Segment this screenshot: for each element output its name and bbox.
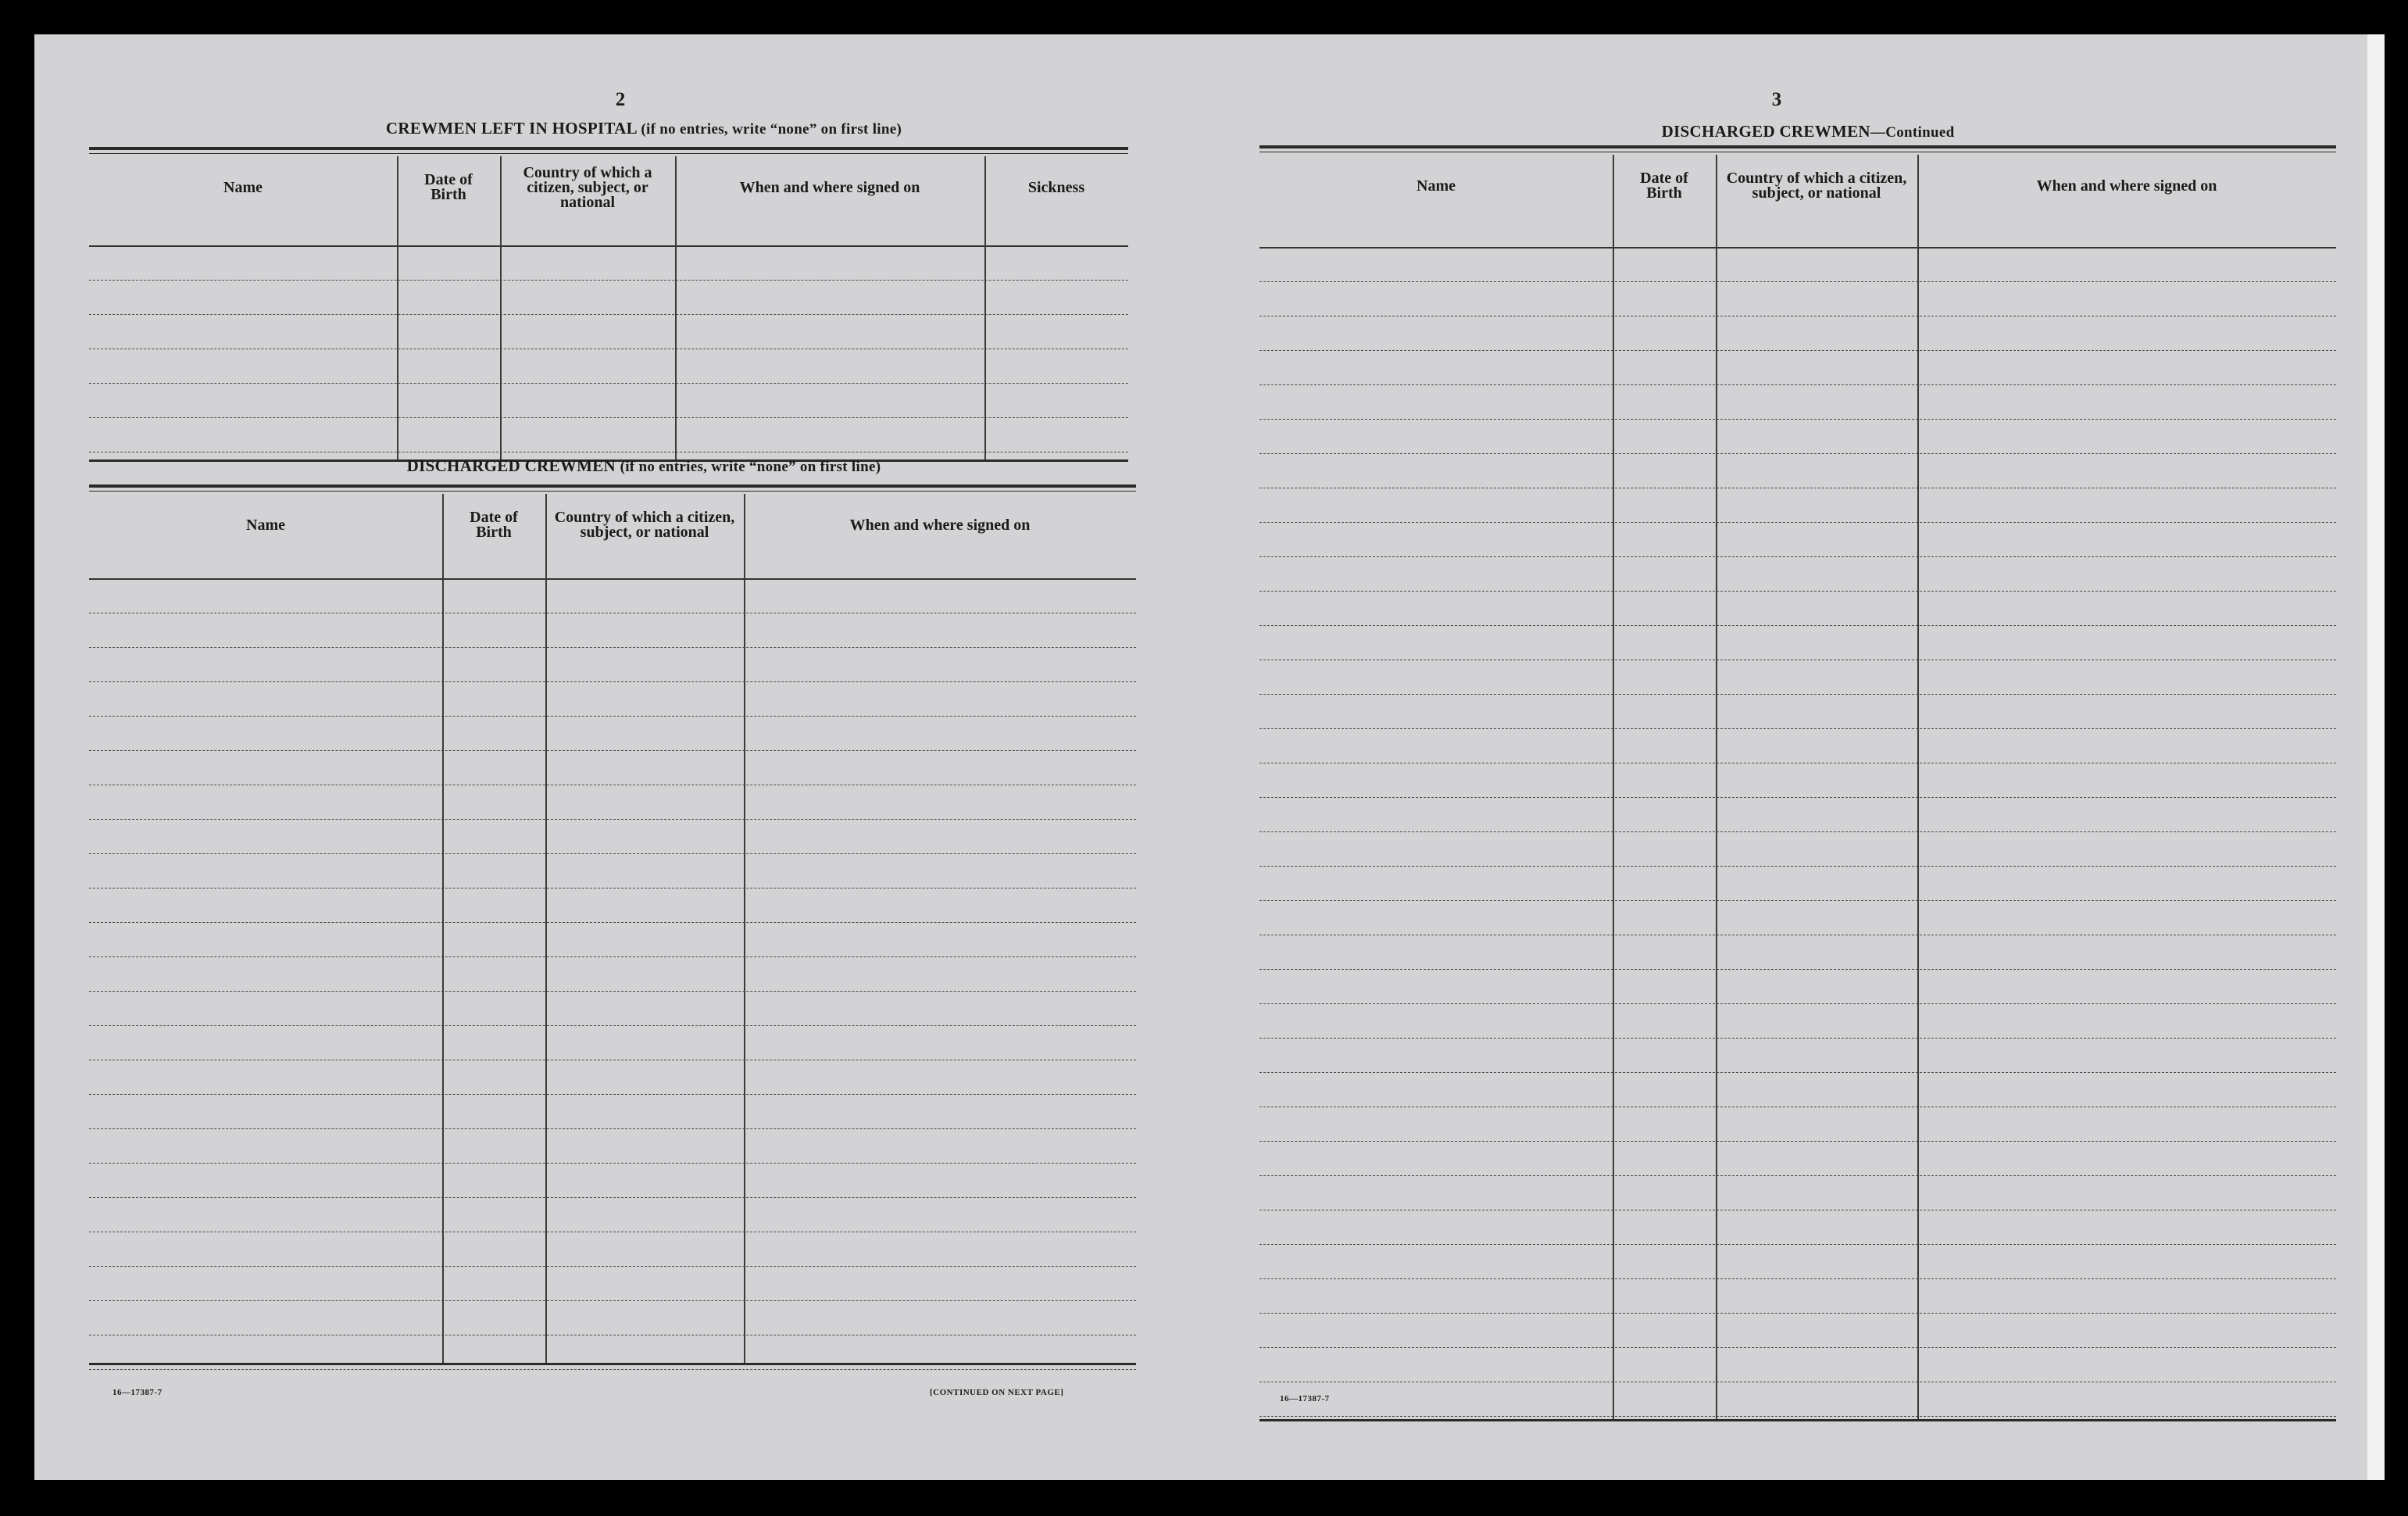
- column-divider: [1716, 155, 1717, 1419]
- discharged-continued-text: DISCHARGED CREWMEN: [1661, 122, 1870, 141]
- col-header-country: Country of which a citizen, subject, or national: [1726, 170, 1907, 202]
- table-row: [89, 1197, 1136, 1198]
- discharged-continued-table: [1259, 145, 2336, 1427]
- table-row: [89, 1369, 1136, 1370]
- table-row: [89, 383, 1128, 384]
- column-divider: [1613, 155, 1614, 1419]
- col-header-date-of-birth: Date of Birth: [1640, 170, 1688, 202]
- column-divider: [545, 494, 547, 1363]
- discharged-instruction: (if no entries, write “none” on first line): [620, 459, 881, 475]
- table-row: [1259, 831, 2336, 832]
- table-row: [1259, 1141, 2336, 1142]
- hospital-title-text: CREWMEN LEFT IN HOSPITAL: [385, 119, 637, 138]
- hospital-instruction: (if no entries, write “none” on first line): [641, 121, 902, 138]
- table-row: [1259, 591, 2336, 592]
- table-row: [89, 1163, 1136, 1164]
- table-row: [1259, 453, 2336, 454]
- table-row: [89, 716, 1136, 717]
- table-bottom-rule: [89, 1363, 1136, 1365]
- table-row: [1259, 900, 2336, 901]
- page-number-right: 3: [1771, 89, 1782, 110]
- table-row: [1259, 625, 2336, 626]
- column-divider: [675, 156, 677, 459]
- table-row: [1259, 866, 2336, 867]
- table-row: [1259, 1244, 2336, 1245]
- table-row: [1259, 728, 2336, 729]
- col-header-country: Country of which a citizen, subject, or national: [523, 163, 652, 211]
- hospital-table: [89, 147, 1128, 461]
- col-header-signed-on: When and where signed on: [2036, 177, 2217, 195]
- table-row: [1259, 969, 2336, 970]
- table-row: [89, 1025, 1136, 1026]
- col-header-name: Name: [1417, 177, 1456, 195]
- table-row: [89, 647, 1136, 648]
- table-row: [1259, 1003, 2336, 1004]
- discharged-table: [89, 484, 1136, 1368]
- table-row: [89, 314, 1128, 315]
- table-row: [1259, 1072, 2336, 1073]
- column-divider: [500, 156, 502, 459]
- table-row: [1259, 797, 2336, 798]
- form-number-right: 16—17387-7: [1280, 1394, 1330, 1403]
- col-header-signed-on: When and where signed on: [849, 516, 1031, 534]
- table-row: [89, 1094, 1136, 1095]
- table-row: [1259, 1278, 2336, 1279]
- table-row: [1259, 1347, 2336, 1348]
- table-row: [89, 750, 1136, 751]
- discharged-continued-title: [1261, 122, 2355, 141]
- column-divider: [397, 156, 398, 459]
- col-header-date-of-birth: Date of Birth: [424, 171, 473, 203]
- table-row: [89, 956, 1136, 957]
- table-row: [1259, 694, 2336, 695]
- table-row: [1259, 419, 2336, 420]
- table-row: [89, 417, 1128, 418]
- page-number-left: 2: [615, 89, 626, 110]
- table-bottom-rule: [1259, 1419, 2336, 1421]
- column-divider: [984, 156, 986, 459]
- col-header-date-of-birth: Date of Birth: [470, 509, 518, 541]
- table-row: [89, 1300, 1136, 1301]
- table-row: [89, 819, 1136, 820]
- table-row: [89, 1266, 1136, 1267]
- table-row: [1259, 1175, 2336, 1176]
- table-row: [1259, 1416, 2336, 1417]
- table-row: [1259, 350, 2336, 351]
- table-row: [1259, 1313, 2336, 1314]
- column-divider: [442, 494, 444, 1363]
- table-row: [1259, 384, 2336, 385]
- col-header-name: Name: [246, 516, 285, 534]
- col-header-name: Name: [223, 178, 263, 196]
- column-divider: [1917, 155, 1919, 1419]
- table-row: [89, 853, 1136, 854]
- table-row: [89, 991, 1136, 992]
- table-row: [89, 922, 1136, 923]
- discharged-section-title: [120, 456, 1167, 476]
- table-row: [89, 1128, 1136, 1129]
- table-row: [89, 888, 1136, 889]
- form-number-left: 16—17387-7: [113, 1388, 163, 1397]
- table-row: [1259, 1038, 2336, 1039]
- table-row: [89, 280, 1128, 281]
- col-header-signed-on: When and where signed on: [739, 178, 920, 196]
- document-sheet: [34, 34, 2385, 1480]
- col-header-country: Country of which a citizen, subject, or national: [554, 509, 735, 541]
- hospital-section-title: [120, 119, 1167, 138]
- col-header-sickness: Sickness: [1027, 178, 1085, 196]
- table-row: [89, 681, 1136, 682]
- continued-note: [CONTINUED ON NEXT PAGE]: [930, 1388, 1064, 1397]
- table-row: [1259, 522, 2336, 523]
- table-row: [1259, 281, 2336, 282]
- table-row: [1259, 556, 2336, 557]
- column-divider: [744, 494, 745, 1363]
- continued-suffix: —Continued: [1870, 124, 1955, 141]
- discharged-title-text: DISCHARGED CREWMEN: [406, 456, 616, 475]
